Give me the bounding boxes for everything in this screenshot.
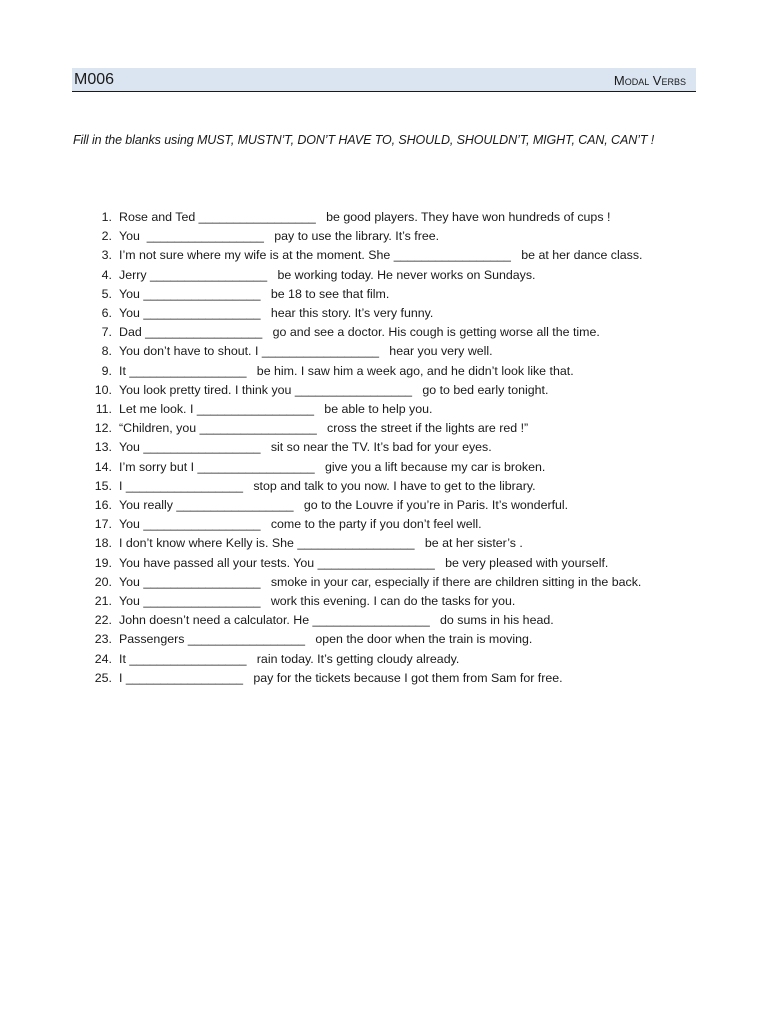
exercise-sentence: Jerry _________________ be working today. He never works on Sundays. [119,267,536,282]
exercise-number: 22. [94,613,112,628]
exercise-sentence: You _________________ be 18 to see that film. [119,286,390,301]
exercise-item [90,592,690,611]
exercise-item [90,323,690,342]
exercise-sentence: You _________________ smoke in your car, especially if there are children sitting in the back. [119,574,642,589]
exercise-number: 18. [94,536,112,551]
exercise-item [90,227,690,246]
exercise-number: 25. [94,670,112,685]
exercise-number: 12. [94,421,112,436]
exercise-sentence: I _________________ stop and talk to you now. I have to get to the library. [119,478,536,493]
exercise-sentence: You _________________ come to the party if you don’t feel well. [119,517,482,532]
exercise-item [90,246,690,265]
exercise-sentence: You look pretty tired. I think you _________________ go to bed early tonight. [119,382,549,397]
exercise-item [90,304,690,323]
exercise-number: 5. [101,286,112,301]
exercise-list [90,208,690,688]
instructions: Fill in the blanks using MUST, MUSTN’T, DON’T HAVE TO, SHOULD, SHOULDN’T, MIGHT, CAN, CAN’T ! [73,133,655,147]
exercise-sentence: You _________________ hear this story. It’s very funny. [119,306,434,321]
exercise-item [90,669,690,688]
exercise-item [90,458,690,477]
exercise-sentence: I don’t know where Kelly is. She _________________ be at her sister’s . [119,536,523,551]
exercise-sentence: Dad _________________ go and see a doctor. His cough is getting worse all the time. [119,325,600,340]
exercise-item [90,534,690,553]
exercise-item [90,208,690,227]
exercise-number: 16. [94,498,112,513]
exercise-number: 20. [94,574,112,589]
exercise-item [90,285,690,304]
exercise-item [90,381,690,400]
exercise-item [90,477,690,496]
exercise-number: 13. [94,440,112,455]
exercise-item [90,342,690,361]
exercise-sentence: I’m sorry but I _________________ give you a lift because my car is broken. [119,459,546,474]
exercise-sentence: Rose and Ted _________________ be good players. They have won hundreds of cups ! [119,210,611,224]
exercise-item [90,630,690,649]
exercise-number: 2. [101,229,112,244]
exercise-number: 11. [95,402,112,417]
exercise-sentence: I _________________ pay for the tickets because I got them from Sam for free. [119,670,563,685]
exercise-number: 4. [101,267,112,282]
worksheet-code: M006 [74,71,115,88]
exercise-number: 15. [94,478,112,493]
worksheet-topic: Modal Verbs [613,73,686,88]
exercise-item [90,611,690,630]
exercise-item [90,650,690,669]
exercise-sentence: You have passed all your tests. You _________________ be very pleased with yourself. [119,555,609,570]
exercise-item [90,515,690,534]
document-header [72,68,696,92]
exercise-item [90,496,690,515]
exercise-sentence: I’m not sure where my wife is at the moment. She _________________ be at her dance class. [119,248,643,263]
exercise-number: 7. [101,325,112,340]
exercise-number: 24. [94,651,112,666]
exercise-sentence: Let me look. I _________________ be able to help you. [119,402,433,417]
exercise-sentence: You really _________________ go to the Louvre if you’re in Paris. It’s wonderful. [119,498,569,513]
exercise-sentence: It _________________ rain today. It’s getting cloudy already. [119,651,460,666]
exercise-number: 1. [101,210,112,224]
exercise-number: 17. [94,517,112,532]
exercise-item [90,400,690,419]
exercise-sentence: Passengers _________________ open the door when the train is moving. [119,632,533,647]
exercise-number: 19. [94,555,112,570]
exercise-sentence: “Children, you _________________ cross the street if the lights are red !” [119,421,529,436]
exercise-item [90,573,690,592]
exercise-number: 14. [94,459,112,474]
exercise-item [90,438,690,457]
exercise-sentence: You _________________ pay to use the library. It’s free. [119,229,440,244]
exercise-item [90,419,690,438]
exercise-number: 6. [101,306,112,321]
exercise-item [90,266,690,285]
exercise-number: 3. [101,248,112,263]
exercise-item [90,362,690,381]
exercise-number: 9. [101,363,112,378]
exercise-sentence: John doesn’t need a calculator. He _________________ do sums in his head. [119,613,554,628]
exercise-number: 21. [94,594,112,609]
exercise-sentence: You _________________ sit so near the TV. It’s bad for your eyes. [119,440,492,455]
exercise-sentence: You don’t have to shout. I _________________ hear you very well. [119,344,493,359]
exercise-number: 23. [94,632,112,647]
exercise-number: 8. [101,344,112,359]
exercise-sentence: You _________________ work this evening. I can do the tasks for you. [119,594,516,609]
exercise-sentence: It _________________ be him. I saw him a week ago, and he didn’t look like that. [119,363,574,378]
exercise-number: 10. [94,382,112,397]
exercise-item [90,554,690,573]
